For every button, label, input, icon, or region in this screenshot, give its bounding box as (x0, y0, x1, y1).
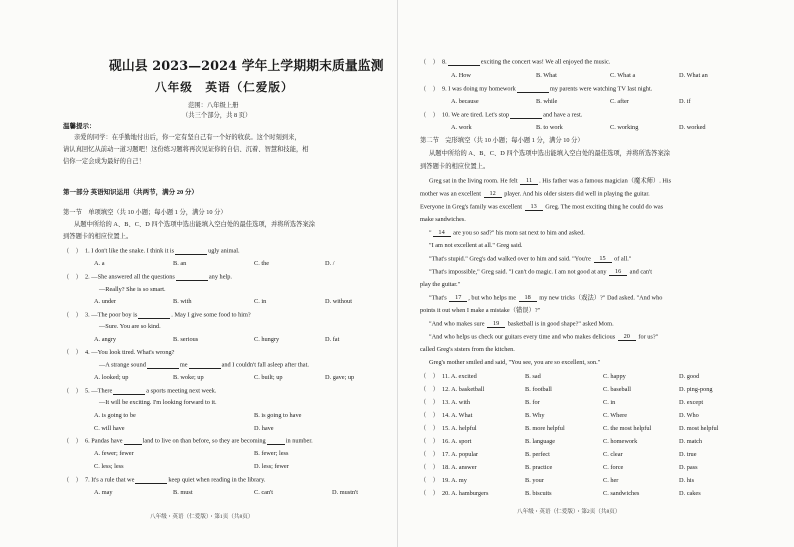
option-a: A. a (94, 260, 105, 267)
passage-line: "And who makes sure 19 basketball is in good shape?" asked Mom. (429, 320, 614, 328)
option-b: B. What (536, 72, 557, 79)
answer-blank (113, 388, 145, 395)
option-d: D. most helpful (679, 425, 719, 432)
passage-line: make sandwiches. (420, 216, 466, 223)
option-d: D. have (254, 425, 274, 432)
cloze-question: （ ） 18. A. answer (420, 464, 477, 471)
option-d: D. worked (679, 124, 706, 131)
section1-heading: 第一节 单项填空（共 10 小题；每小题 1 分，满分 10 分） (63, 209, 227, 216)
exam-page-2 (397, 0, 794, 547)
answer-paren[interactable]: （ ） (420, 425, 439, 432)
option-d: D. good (679, 373, 700, 380)
cloze-question: （ ） 16. A. sport (420, 438, 472, 445)
question-reply: —It will be exciting. I'm looking forward to it. (99, 399, 217, 406)
cloze-blank-19: 19 (487, 321, 505, 328)
option-b: B. sad (525, 373, 541, 380)
passage-line: "That's impossible," Greg said. "I can't do magic. I am not good at any 16 and can't (429, 268, 652, 276)
option-d: D. true (679, 451, 697, 458)
option-b: B. language (525, 438, 556, 445)
option-b: B. perfect (525, 451, 550, 458)
cloze-blank-18: 18 (519, 295, 537, 302)
answer-blank (267, 438, 285, 445)
section2-heading: 第二节 完形填空（共 10 小题；每小题 1 分，满分 10 分） (420, 137, 584, 144)
option-c: C. Where (603, 412, 628, 419)
option-d: D. What an (679, 72, 708, 79)
option-d: D. / (325, 260, 335, 267)
option-d: D. cakes (679, 490, 701, 497)
exam-scope: 范围：八年级上册 (188, 102, 239, 109)
option-d: D. less; fewer (254, 463, 289, 470)
question-1: （ ） 1. I don't like the snake. I think it is ugly animal. (63, 247, 240, 255)
option-b: B. your (525, 477, 544, 484)
option-a: A. is going to be (94, 412, 136, 419)
cloze-question: （ ） 12. A. basketball (420, 386, 485, 393)
option-b: B. fewer; less (254, 450, 289, 457)
passage-line: Greg sat in the living room. He felt 11 . His father was a famous magician（魔术师）. His (429, 177, 672, 185)
answer-paren[interactable]: （ ） (420, 464, 439, 471)
passage-line: "And who helps us check our guitars every time and who makes delicious 20 for us?" (429, 333, 659, 341)
option-b: B. woke; up (173, 374, 204, 381)
answer-blank (124, 438, 142, 445)
option-d: D. match (679, 438, 703, 445)
question-2: （ ） 2. —She answered all the questions any help. (63, 273, 232, 281)
option-b: B. with (173, 298, 192, 305)
answer-paren[interactable]: （ ） (420, 399, 439, 406)
option-c: C. in (254, 298, 267, 305)
option-a: A. angry (94, 336, 117, 343)
option-b: B. biscuits (525, 490, 552, 497)
option-a: A. because (451, 98, 479, 105)
option-c: C. sandwiches (603, 490, 640, 497)
cloze-question: （ ） 19. A. my (420, 477, 467, 484)
option-a: A. looked; up (94, 374, 129, 381)
question-reply: —Really? She is so smart. (99, 286, 166, 293)
answer-paren[interactable]: （ ） (420, 373, 439, 380)
option-b: B. while (536, 98, 558, 105)
answer-paren[interactable]: （ ） (63, 476, 82, 484)
answer-paren[interactable]: （ ） (63, 437, 82, 445)
option-d: D. his (679, 477, 695, 484)
option-d: D. gave; up (325, 374, 355, 381)
section2-instruction: 到答题卡的相应位置上。 (420, 163, 490, 170)
option-c: C. less; less (94, 463, 124, 470)
page-footer: 八年级・英语（仁爱版）・第1页（共8页） (150, 514, 254, 520)
option-b: B. for (525, 399, 540, 406)
passage-line: " 14 are you so sad?" his mom sat next to him and asked. (429, 229, 585, 237)
answer-paren[interactable]: （ ） (420, 412, 439, 419)
answer-paren[interactable]: （ ） (63, 387, 82, 395)
section1-instruction: 到答题卡的相应位置上。 (63, 233, 133, 240)
option-d: D. pass (679, 464, 698, 471)
question-reply: —A strange sound me and I couldn't fall asleep after that. (99, 361, 309, 369)
option-b: B. must (173, 489, 193, 496)
option-c: C. What a (610, 72, 636, 79)
cloze-question: （ ） 13. A. with (420, 399, 470, 406)
option-c: C. hungry (254, 336, 280, 343)
cloze-question: （ ） 15. A. helpful (420, 425, 477, 432)
cloze-blank-17: 17 (449, 295, 467, 302)
option-c: C. will have (94, 425, 125, 432)
cloze-blank-13: 13 (525, 204, 543, 211)
option-d: D. Who (679, 412, 699, 419)
question-8: （ ） 8. exciting the concert was! We all enjoyed the music. (420, 58, 611, 66)
option-d: D. ping-pong (679, 386, 713, 393)
option-c: C. her (603, 477, 619, 484)
cloze-blank-20: 20 (618, 334, 636, 341)
option-d: D. except (679, 399, 704, 406)
option-b: B. more helpful (525, 425, 565, 432)
answer-blank (517, 86, 549, 93)
answer-blank (176, 274, 208, 281)
answer-paren[interactable]: （ ） (420, 58, 439, 66)
exam-title: 砚山县 2023—2024 学年上学期期末质量监测 (109, 59, 384, 74)
cloze-question: （ ） 17. A. popular (420, 451, 479, 458)
passage-line: Everyone in Greg's family was excellent 13 Greg. The most exciting thing he could do was (420, 203, 664, 211)
answer-paren[interactable]: （ ） (420, 438, 439, 445)
exam-subtitle: 八年级 英语（仁爱版） (155, 80, 294, 94)
answer-blank (510, 112, 542, 119)
option-b: B. an (173, 260, 187, 267)
option-b: B. to work (536, 124, 563, 131)
cloze-question: （ ） 14. A. What (420, 412, 473, 419)
answer-blank (175, 248, 207, 255)
cloze-question: （ ） 20. A. hamburgers (420, 490, 489, 497)
option-a: A. How (451, 72, 471, 79)
question-5: （ ） 5. —There a sports meeting next week. (63, 387, 217, 395)
answer-paren[interactable]: （ ） (63, 247, 82, 255)
cloze-blank-16: 16 (609, 269, 627, 276)
option-a: A. may (94, 489, 113, 496)
answer-paren[interactable]: （ ） (420, 111, 439, 119)
option-c: C. baseball (603, 386, 631, 393)
option-b: B. is going to have (254, 412, 302, 419)
option-c: C. working (610, 124, 639, 131)
question-6: （ ） 6. Pandas have land to live on than before, so they are becoming in number. (63, 437, 313, 445)
notice-line: 请认真回忆从前动一道习题吧！这份练习题将再次见证你的自信、沉着、智慧和技能，相 (63, 146, 309, 153)
option-b: B. serious (173, 336, 199, 343)
option-b: B. practice (525, 464, 553, 471)
passage-line: points it out when I make a mistake（错误）?" (420, 307, 541, 314)
option-d: D. if (679, 98, 691, 105)
passage-line: "That's stupid." Greg's dad walked over to him and said. "You're 15 of all." (429, 255, 632, 263)
page-footer: 八年级・英语（仁爱版）・第2页（共8页） (517, 509, 621, 515)
cloze-blank-12: 12 (484, 191, 502, 198)
option-a: A. under (94, 298, 117, 305)
option-a: A. fewer; fewer (94, 450, 134, 457)
option-c: C. homework (603, 438, 638, 445)
answer-blank (135, 477, 167, 484)
question-7: （ ） 7. It's a rule that we keep quiet when reading in the library. (63, 476, 266, 484)
answer-paren[interactable]: （ ） (420, 451, 439, 458)
section2-instruction: 从题中所给的 A、B、C、D 四个选项中选出能填入空白处的最佳选项，并将所选答案涂 (429, 150, 671, 157)
answer-paren[interactable]: （ ） (63, 273, 82, 281)
option-d: D. fat (325, 336, 340, 343)
answer-paren[interactable]: （ ） (420, 490, 439, 497)
option-a: A. work (451, 124, 472, 131)
answer-blank (147, 362, 179, 369)
cloze-blank-11: 11 (520, 178, 538, 185)
option-c: C. in (603, 399, 616, 406)
option-c: C. the most helpful (603, 425, 652, 432)
option-c: C. clear (603, 451, 623, 458)
option-d: D. mustn't (332, 489, 358, 496)
notice-line: 亲爱的同学：在乎勤地付出后，你一定有坚自己有一个好的收获。这个时刻到来， (74, 134, 301, 141)
passage-line: Greg's mother smiled and said, "You see, you are so excellent, son." (429, 359, 601, 366)
question-3: （ ） 3. —The poor boy is . May I give some food to him? (63, 311, 251, 319)
answer-paren[interactable]: （ ） (63, 349, 82, 356)
answer-blank (448, 59, 480, 66)
part1-heading: 第一部分 英语知识运用（共两节，满分 20 分） (63, 189, 198, 196)
cloze-blank-14: 14 (433, 230, 451, 237)
question-10: （ ） 10. We are tired. Let's stop and have a rest. (420, 111, 583, 119)
option-c: C. built; up (254, 374, 283, 381)
answer-blank (189, 362, 221, 369)
option-d: D. without (325, 298, 352, 305)
option-c: C. happy (603, 373, 626, 380)
question-4: （ ） 4. —You look tired. What's wrong? (63, 349, 175, 356)
option-c: C. the (254, 260, 270, 267)
answer-paren[interactable]: （ ） (63, 311, 82, 319)
question-9: （ ） 9. I was doing my homework my parents were watching TV last night. (420, 85, 653, 93)
option-b: B. football (525, 386, 552, 393)
notice-line: 信你一定会成为最好的自己！ (63, 158, 145, 165)
option-c: C. can't (254, 489, 273, 496)
section1-instruction: 从题中所给的 A、B、C、D 四个选项中选出能填入空白处的最佳选项，并将所选答案涂 (74, 221, 316, 228)
passage-line: mother was an excellent 12 player. And his older sisters did well in playing the guitar. (420, 190, 650, 198)
cloze-question: （ ） 11. A. excited (420, 373, 477, 380)
option-c: C. after (610, 98, 629, 105)
passage-line: "I am not excellent at all." Greg said. (429, 242, 523, 249)
option-c: C. force (603, 464, 624, 471)
passage-line: "That's 17 , but who helps me 18 my new tricks（戏法）?" Dad asked. "And who (429, 294, 663, 302)
question-reply: —Sure. You are so kind. (99, 323, 161, 330)
answer-paren[interactable]: （ ） (420, 477, 439, 484)
answer-blank (138, 312, 170, 319)
option-b: B. Why (525, 412, 545, 419)
answer-paren[interactable]: （ ） (420, 386, 439, 393)
passage-line: called Greg's sisters from the kitchen. (420, 346, 515, 353)
notice-label: 温馨提示： (63, 123, 96, 130)
exam-parts: （共三个部分，共 8 页） (182, 112, 252, 119)
answer-paren[interactable]: （ ） (420, 85, 439, 93)
cloze-blank-15: 15 (594, 256, 612, 263)
passage-line: play the guitar." (420, 281, 461, 288)
